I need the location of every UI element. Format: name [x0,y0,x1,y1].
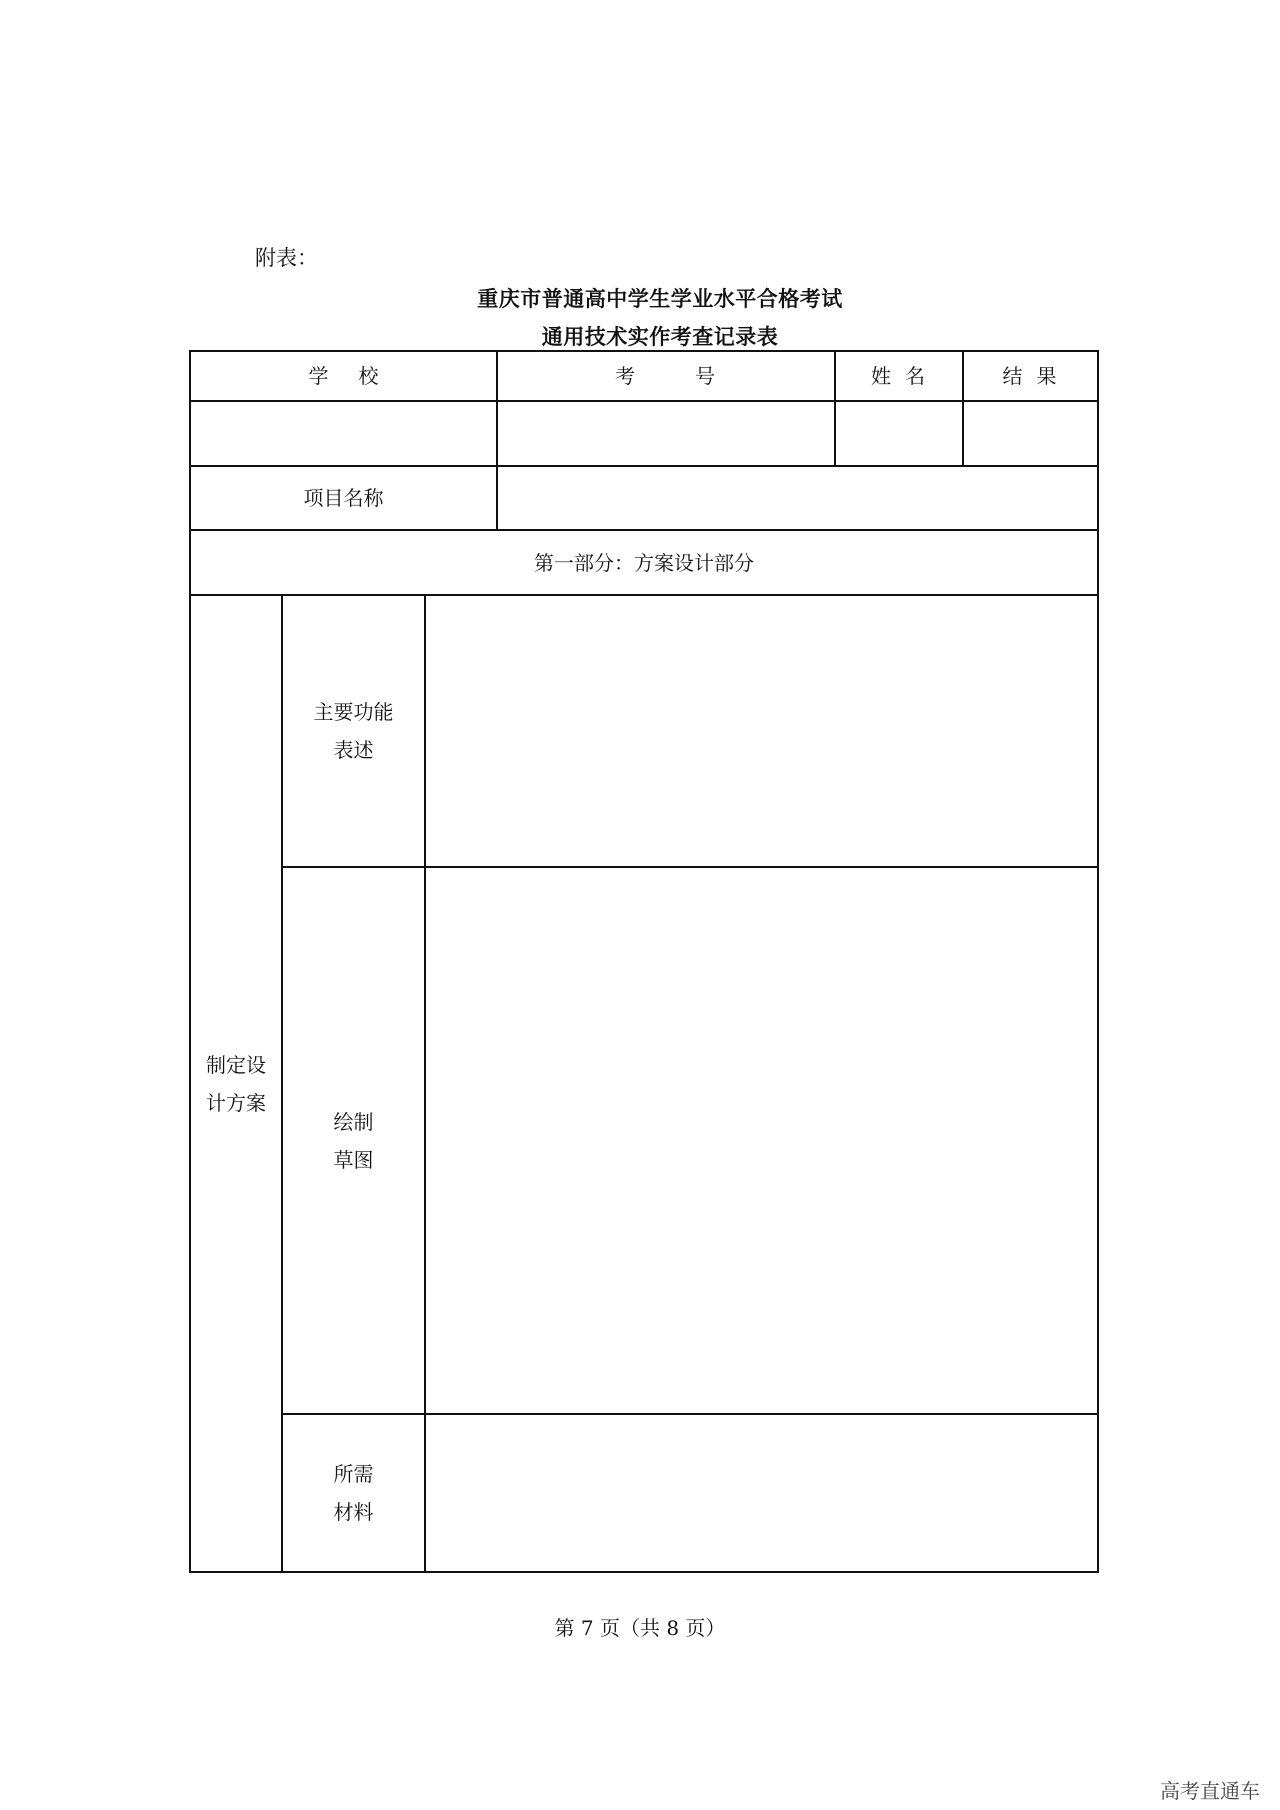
function-description-label [283,596,424,866]
project-name-field[interactable] [498,467,1097,529]
materials-field[interactable] [426,1415,1097,1571]
header-exam-number: 考号 [615,364,775,388]
design-plan-label-line2: 计方案 [206,1090,266,1115]
materials-label-line1: 所需 [333,1462,374,1486]
sketch-drawing-area[interactable] [426,868,1097,1413]
result-entry-field[interactable] [964,402,1097,465]
sketch-label-line2: 草图 [333,1147,374,1172]
header-result: 结果 [1002,364,1071,388]
function-label-line2: 表述 [333,738,374,762]
function-label-line1: 主要功能 [313,700,394,724]
school-entry-field[interactable] [191,402,496,465]
design-plan-label-line1: 制定设 [206,1052,266,1077]
attachment-label: 附表： [255,246,318,270]
design-plan-label [191,596,281,1571]
header-name: 姓名 [871,364,939,388]
materials-label-line2: 材料 [333,1500,374,1524]
page-footer: 第 7 页（共 8 页） [554,1616,726,1640]
exam-number-entry-field[interactable] [498,402,834,465]
function-description-field[interactable] [426,596,1097,866]
part-one-title: 第一部分：方案设计部分 [534,550,754,575]
name-entry-field[interactable] [836,402,962,465]
form-title-line-2: 通用技术实作考查记录表 [541,324,779,349]
watermark: 高考直通车 [1160,1779,1260,1803]
sketch-label-line1: 绘制 [333,1109,374,1134]
record-form-table [189,350,1099,1573]
form-title-line-1: 重庆市普通高中学生学业水平合格考试 [477,286,843,311]
materials-label [283,1415,424,1571]
project-name-label: 项目名称 [303,486,384,510]
header-school: 学校 [308,364,409,388]
sketch-label [283,868,424,1413]
